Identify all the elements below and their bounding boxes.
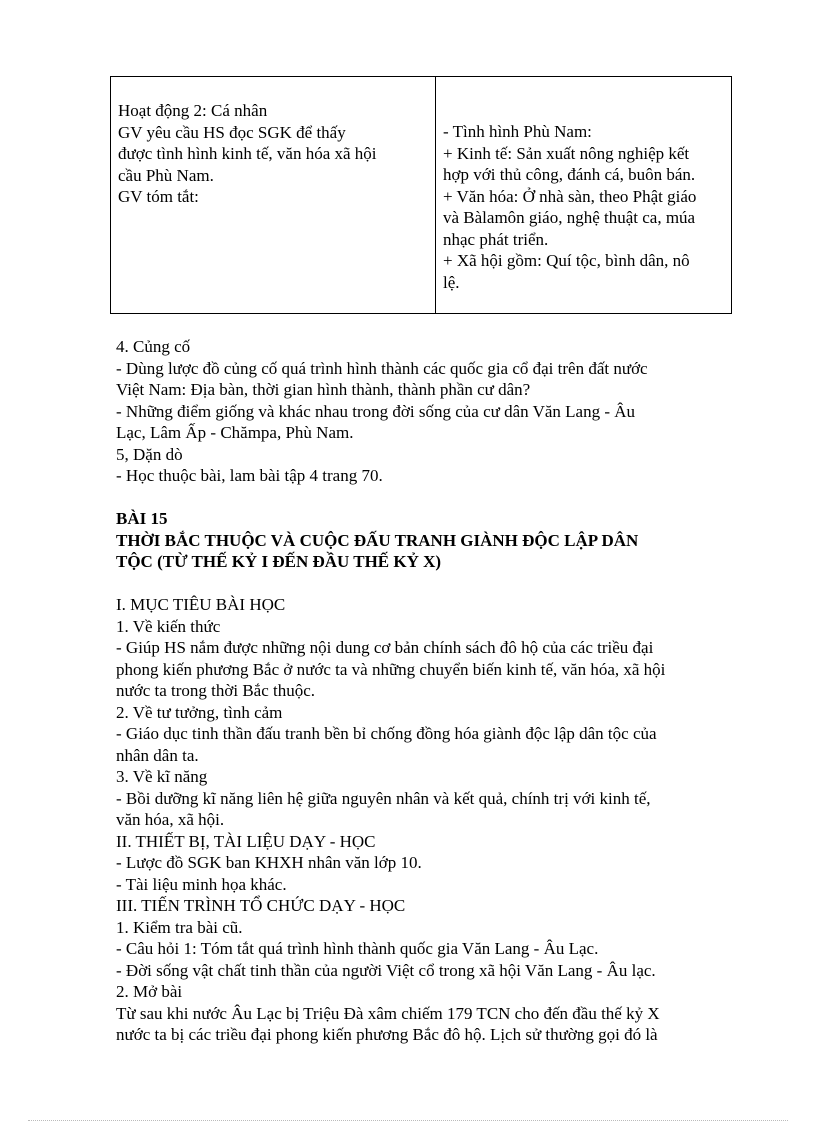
table-line: cầu Phù Nam. [118, 165, 214, 185]
text-line: - Đời sống vật chất tinh thần của người Việt cổ trong xã hội Văn Lang - Âu lạc. [116, 960, 656, 980]
lesson-heading [116, 508, 740, 573]
text-line: - Học thuộc bài, lam bài tập 4 trang 70. [116, 466, 383, 485]
table-line: được tình hình kinh tế, văn hóa xã hội [118, 144, 377, 163]
text-line: - Bồi dưỡng kĩ năng liên hệ giữa nguyên nhân và kết quả, chính trị với kinh tế, [116, 788, 651, 808]
text-line: 2. Mở bài [116, 982, 183, 1001]
table-line: Hoạt động 2: Cá nhân [118, 101, 268, 120]
text-line: I. MỤC TIÊU BÀI HỌC [116, 595, 286, 614]
table-line: + Văn hóa: Ở nhà sàn, theo Phật giáo [443, 186, 697, 206]
text-line: Lạc, Lâm Ấp - Chămpa, Phù Nam. [116, 423, 354, 442]
table-line: lệ. [443, 272, 460, 292]
text-line: 5, Dặn dò [116, 444, 183, 464]
text-line: Từ sau khi nước Âu Lạc bị Triệu Đà xâm chiếm 179 TCN cho đến đầu thế kỷ X [116, 1003, 660, 1023]
text-line: - Giáo dục tinh thần đấu tranh bền bỉ chống đồng hóa giành độc lập dân tộc của [116, 724, 657, 743]
table-line: GV tóm tắt: [118, 187, 199, 206]
table-line: hợp với thủ công, đánh cá, buôn bán. [443, 165, 696, 184]
lesson-number: BÀI 15 [116, 509, 168, 528]
table-line: + Xã hội gồm: Quí tộc, bình dân, nô [443, 251, 690, 270]
page-bottom-rule [28, 1120, 788, 1121]
text-line: - Giúp HS nắm được những nội dung cơ bản chính sách đô hộ của các triều đại [116, 638, 654, 657]
text-line: Việt Nam: Địa bàn, thời gian hình thành, thành phần cư dân? [116, 380, 531, 399]
text-line: - Những điểm giống và khác nhau trong đời sống của cư dân Văn Lang - Âu [116, 401, 636, 421]
text-line: nước ta trong thời Bắc thuộc. [116, 681, 316, 700]
text-line: nước ta bị các triều đại phong kiến phương Bắc đô hộ. Lịch sử thường gọi đó là [116, 1025, 658, 1044]
table-line: - Tình hình Phù Nam: [443, 122, 592, 141]
consolidation-section [116, 336, 740, 487]
text-line: 1. Kiểm tra bài cũ. [116, 917, 243, 937]
teacher-activity-cell [111, 77, 436, 314]
text-line: - Câu hỏi 1: Tóm tắt quá trình hình thành quốc gia Văn Lang - Âu Lạc. [116, 939, 599, 958]
text-line: 2. Về tư tưởng, tình cảm [116, 702, 283, 722]
text-line: - Tài liệu minh họa khác. [116, 874, 287, 894]
objectives-section [116, 594, 740, 1046]
activity-table [110, 76, 732, 314]
table-line: nhạc phát triển. [443, 229, 549, 249]
table-row [111, 77, 732, 314]
text-line: phong kiến phương Bắc ở nước ta và những chuyển biến kinh tế, văn hóa, xã hội [116, 659, 666, 679]
text-line: 4. Củng cố [116, 337, 191, 356]
table-line: + Kinh tế: Sản xuất nông nghiệp kết [443, 143, 690, 163]
text-line: - Dùng lược đồ củng cố quá trình hình thành các quốc gia cổ đại trên đất nước [116, 358, 648, 378]
table-line: GV yêu cầu HS đọc SGK để thấy [118, 122, 346, 142]
text-line: 3. Về kĩ năng [116, 767, 208, 786]
text-line: II. THIẾT BỊ, TÀI LIỆU DẠY - HỌC [116, 831, 376, 851]
text-line: III. TIẾN TRÌNH TỔ CHỨC DẠY - HỌC [116, 896, 406, 915]
text-line: nhân dân ta. [116, 745, 199, 765]
text-line: - Lược đồ SGK ban KHXH nhân văn lớp 10. [116, 853, 422, 872]
lesson-title-line: TỘC (TỪ THẾ KỶ I ĐẾN ĐẦU THẾ KỶ X) [116, 552, 442, 571]
text-line: 1. Về kiến thức [116, 616, 221, 636]
table-line: và Bàlamôn giáo, nghệ thuật ca, múa [443, 208, 696, 227]
content-cell [436, 77, 732, 314]
text-line: văn hóa, xã hội. [116, 810, 225, 829]
lesson-title-line: THỜI BẮC THUỘC VÀ CUỘC ĐẤU TRANH GIÀNH ĐỘC LẬP DÂN [116, 530, 639, 550]
